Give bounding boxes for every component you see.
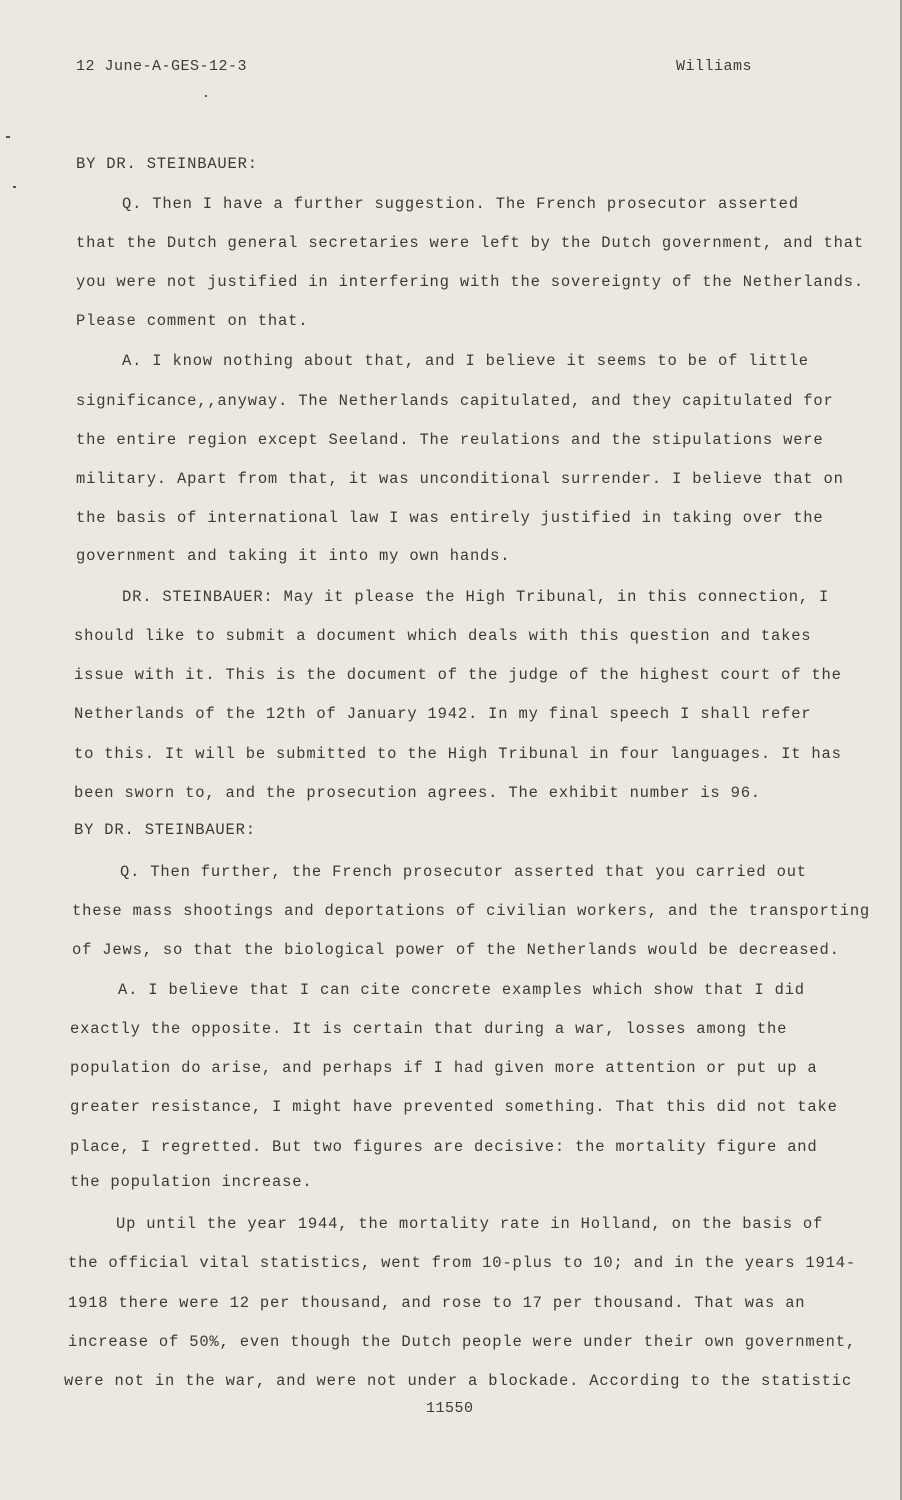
text-line: military. Apart from that, it was unconditional surrender. I believe that on — [76, 470, 844, 488]
margin-mark — [6, 136, 10, 138]
text-line: BY DR. STEINBAUER: — [74, 821, 256, 839]
text-line: been sworn to, and the prosecution agrees. The exhibit number is 96. — [74, 784, 761, 802]
document-reference: 12 June-A-GES-12-3 — [76, 58, 248, 75]
text-line: the official vital statistics, went from 10-plus to 10; and in the years 1914- — [68, 1254, 856, 1272]
text-line: should like to submit a document which deals with this question and takes — [74, 627, 812, 645]
text-line: Please comment on that. — [76, 312, 309, 330]
text-line: significance,,anyway. The Netherlands capitulated, and they capitulated for — [76, 392, 834, 410]
text-line: issue with it. This is the document of the judge of the highest court of the — [74, 666, 842, 684]
text-line: population do arise, and perhaps if I had given more attention or put up a — [70, 1059, 818, 1077]
text-line: Q. Then further, the French prosecutor asserted that you carried out — [120, 863, 807, 881]
text-line: increase of 50%, even though the Dutch people were under their own government, — [68, 1333, 856, 1351]
text-line: A. I believe that I can cite concrete examples which show that I did — [118, 981, 805, 999]
text-line: A. I know nothing about that, and I believe it seems to be of little — [122, 352, 809, 370]
text-line: that the Dutch general secretaries were left by the Dutch government, and that — [76, 234, 864, 252]
text-line: the entire region except Seeland. The reulations and the stipulations were — [76, 431, 824, 449]
text-line: Up until the year 1944, the mortality rate in Holland, on the basis of — [116, 1215, 824, 1233]
text-line: you were not justified in interfering with the sovereignty of the Netherlands. — [76, 273, 864, 291]
text-line: BY DR. STEINBAUER: — [76, 155, 258, 173]
text-line: Q. Then I have a further suggestion. The French prosecutor asserted — [122, 195, 799, 213]
reporter-name: Williams — [676, 58, 753, 75]
margin-mark — [205, 95, 207, 97]
page-number: 11550 — [426, 1400, 474, 1417]
text-line: exactly the opposite. It is certain that during a war, losses among the — [70, 1020, 788, 1038]
margin-mark — [13, 186, 16, 188]
text-line: place, I regretted. But two figures are decisive: the mortality figure and — [70, 1138, 818, 1156]
text-line: 1918 there were 12 per thousand, and rose to 17 per thousand. That was an — [68, 1294, 806, 1312]
text-line: were not in the war, and were not under a blockade. According to the statistic — [64, 1372, 852, 1390]
text-line: the population increase. — [70, 1173, 313, 1191]
text-line: government and taking it into my own hands. — [76, 547, 511, 565]
text-line: these mass shootings and deportations of civilian workers, and the transporting — [72, 902, 871, 920]
text-line: the basis of international law I was entirely justified in taking over the — [76, 509, 824, 527]
text-line: to this. It will be submitted to the High Tribunal in four languages. It has — [74, 745, 842, 763]
text-line: DR. STEINBAUER: May it please the High Tribunal, in this connection, I — [122, 588, 830, 606]
text-line: Netherlands of the 12th of January 1942. In my final speech I shall refer — [74, 705, 812, 723]
text-line: of Jews, so that the biological power of the Netherlands would be decreased. — [72, 941, 840, 959]
text-line: greater resistance, I might have prevented something. That this did not take — [70, 1098, 838, 1116]
